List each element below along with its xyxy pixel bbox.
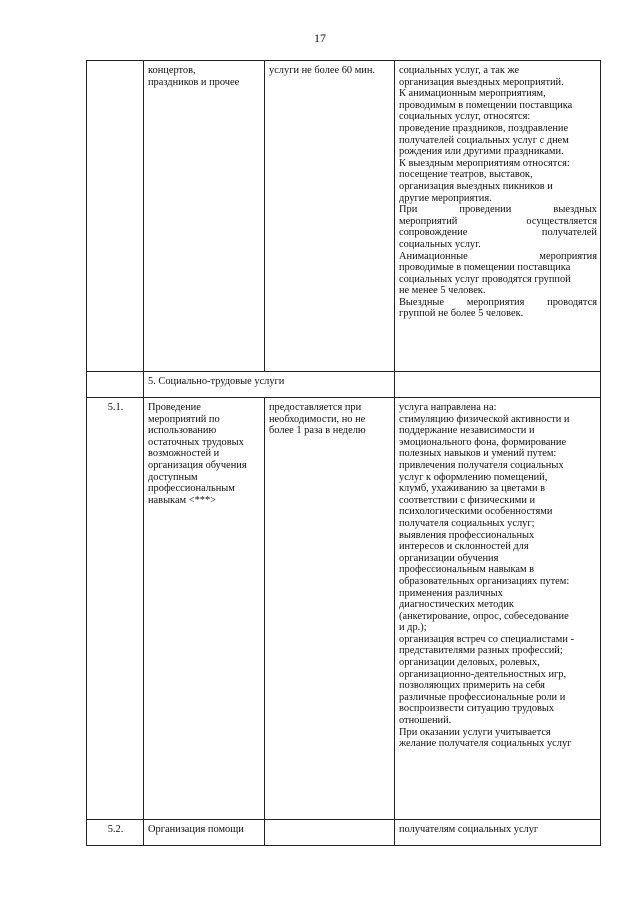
service-description: социальных услуг, а так же организация выездных мероприятий. К анимационным мероприятиям, проводимым в помещении поставщика социальных услуг, относятся: проведение праздников, поздравление получателей социальных услуг с днем рождения или другими праздниками. К выездным мероприятиям относятся: посещение театров, выставок, организация выездных пикников и другие мероприятия. При проведении выездных мероприятий осуществляется сопровождение получателей социальных услуг. Анимационные мероприятия проводимые в помещении поставщика социальных услуг проводятся группой не менее 5 человек. Выездные мероприятия проводятся группой не более 5 человек. <box>395 61 601 372</box>
service-frequency: услуги не более 60 мин. <box>265 61 395 372</box>
service-name: Организация помощи <box>144 820 265 846</box>
services-table <box>86 60 601 846</box>
row-number: 5.2. <box>87 820 144 846</box>
service-description: услуга направлена на: стимуляцию физической активности и поддержание независимости и эмоционального фона, формирование полезных навыков и умений путем: привлечения получателя социальных услуг к оформлению помещений, клумб, ухаживанию за цветами в соответствии с физическими и психологическими особенностями получателя социальных услуг; выявления профессиональных интересов и склонностей для организации обучения профессиональным навыкам в образовательных организациях путем: применения различных диагностических методик (анкетирование, опрос, собеседование и др.); организация встреч со специалистами - представителями разных профессий; организации деловых, ролевых, организационно-деятельностных игр, позволяющих примерить на себя различные профессиональные роли и воспроизвести ситуацию трудовых отношений. При оказании услуги учитывается желание получателя социальных услуг <box>395 398 601 820</box>
section-empty-cell <box>395 372 601 398</box>
table-row <box>87 820 601 846</box>
service-frequency <box>265 820 395 846</box>
service-name: концертов, праздников и прочее <box>144 61 265 372</box>
table-row <box>87 61 601 372</box>
service-description: получателям социальных услуг <box>395 820 601 846</box>
section-header-row <box>87 372 601 398</box>
row-number: 5.1. <box>87 398 144 820</box>
service-name: Проведение мероприятий по использованию остаточных трудовых возможностей и организация обучения доступным профессиональным навыкам <***> <box>144 398 265 820</box>
section-title: 5. Социально-трудовые услуги <box>144 372 395 398</box>
table-row <box>87 398 601 820</box>
section-number-cell <box>87 372 144 398</box>
row-number <box>87 61 144 372</box>
page-number: 17 <box>314 31 326 45</box>
service-frequency: предоставляется при необходимости, но не более 1 раза в неделю <box>265 398 395 820</box>
